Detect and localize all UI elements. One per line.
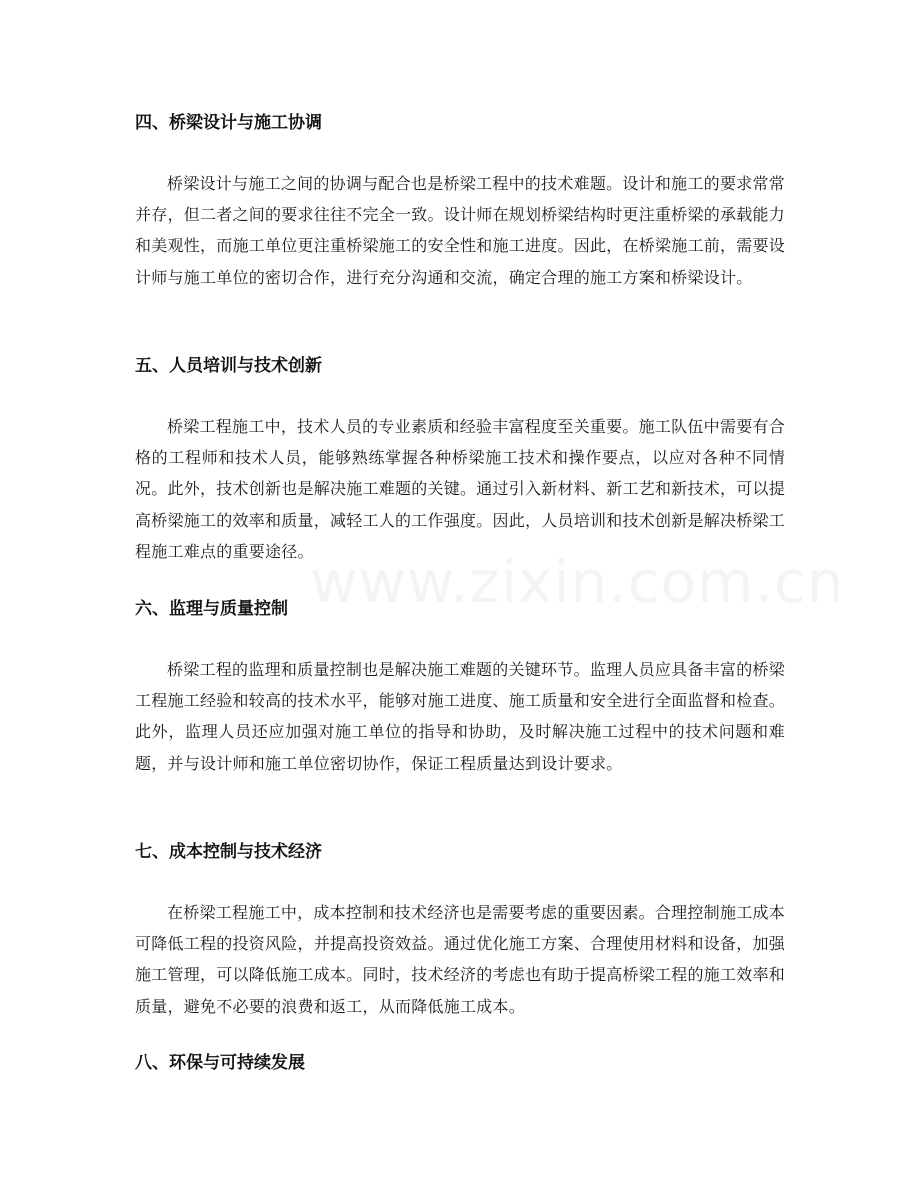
- section-heading: 六、监理与质量控制: [135, 599, 288, 619]
- section-6: [135, 597, 785, 779]
- watermark: www.zixin.com.cn: [310, 548, 845, 616]
- section-heading: 五、人员培训与技术创新: [135, 356, 322, 376]
- section-paragraph: 在桥梁工程施工中，成本控制和技术经济也是需要考虑的重要因素。合理控制施工成本可降低工程的投资风险，并提高投资效益。通过优化施工方案、合理使用材料和设备，加强施工管理，可以降低施工成本。同时，技术经济的考虑也有助于提高桥梁工程的施工效率和质量，避免不必要的浪费和返工，从而降低施工成本。: [135, 903, 786, 1016]
- section-heading: 四、桥梁设计与施工协调: [135, 113, 322, 133]
- section-7: [135, 840, 785, 1022]
- section-paragraph: 桥梁工程的监理和质量控制也是解决施工难题的关键环节。监理人员应具备丰富的桥梁工程施工经验和较高的技术水平，能够对施工进度、施工质量和安全进行全面监督和检查。此外，监理人员还应加强对施工单位的指导和协助，及时解决施工过程中的技术问题和难题，并与设计师和施工单位密切协作，保证工程质量达到设计要求。: [135, 660, 786, 773]
- section-4: [135, 111, 785, 293]
- section-5: [135, 354, 785, 567]
- section-heading: 八、环保与可持续发展: [135, 1053, 305, 1073]
- section-paragraph: 桥梁工程施工中，技术人员的专业素质和经验丰富程度至关重要。施工队伍中需要有合格的工程师和技术人员，能够熟练掌握各种桥梁施工技术和操作要点，以应对各种不同情况。此外，技术创新也是解决施工难题的关键。通过引入新材料、新工艺和新技术，可以提高桥梁施工的效率和质量，减轻工人的工作强度。因此，人员培训和技术创新是解决桥梁工程施工难点的重要途径。: [135, 417, 786, 561]
- section-8: [135, 1051, 785, 1075]
- section-paragraph: 桥梁设计与施工之间的协调与配合也是桥梁工程中的技术难题。设计和施工的要求常常并存，但二者之间的要求往往不完全一致。设计师在规划桥梁结构时更注重桥梁的承载能力和美观性，而施工单位更注重桥梁施工的安全性和施工进度。因此，在桥梁施工前，需要设计师与施工单位的密切合作，进行充分沟通和交流，确定合理的施工方案和桥梁设计。: [135, 174, 786, 287]
- section-heading: 七、成本控制与技术经济: [135, 842, 322, 862]
